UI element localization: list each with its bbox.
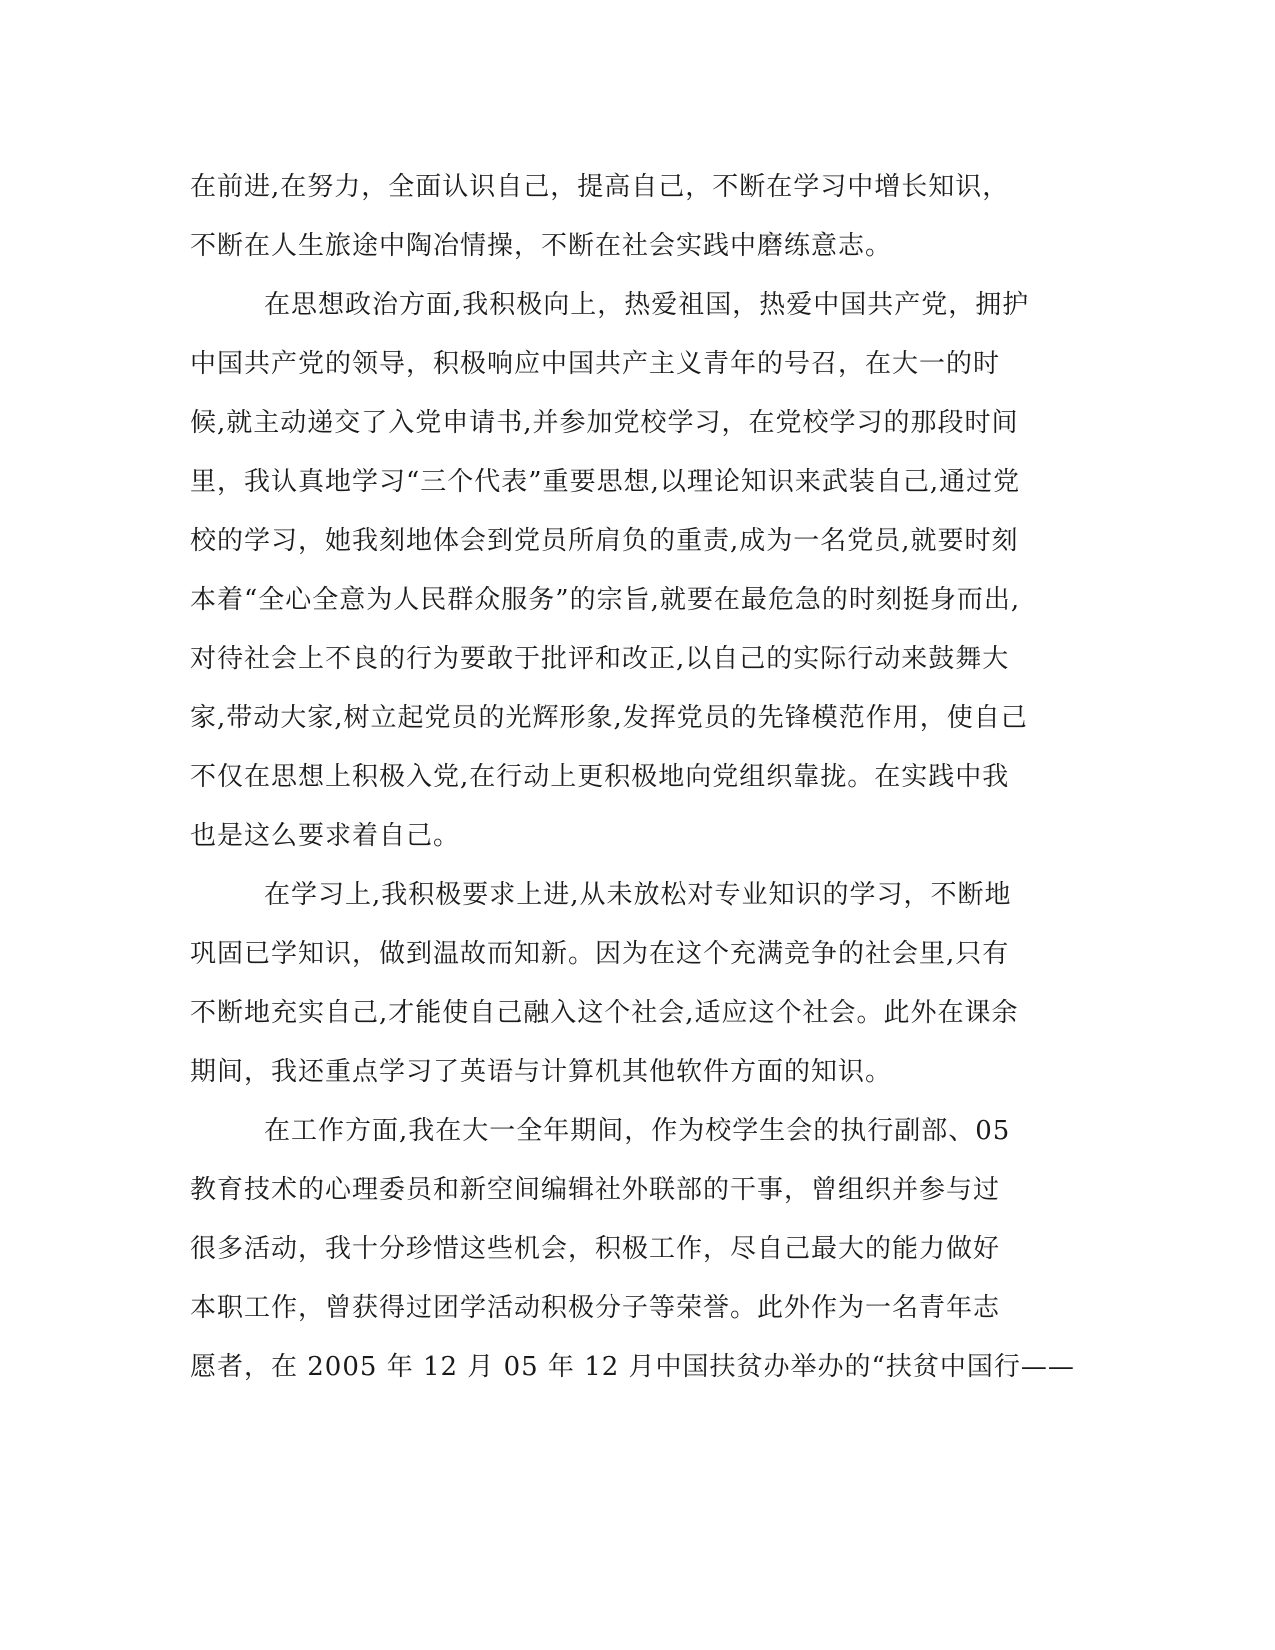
paragraph [190, 158, 1090, 276]
text-line: 中国共产党的领导，积极响应中国共产主义青年的号召，在大一的时 [190, 349, 1001, 379]
document-body [190, 158, 1090, 1397]
text-line: 教育技术的心理委员和新空间编辑社外联部的干事，曾组织并参与过 [190, 1175, 1001, 1205]
text-line: 期间，我还重点学习了英语与计算机其他软件方面的知识。 [190, 1057, 893, 1087]
text-line: 本职工作，曾获得过团学活动积极分子等荣誉。此外作为一名青年志 [190, 1293, 1001, 1323]
text-line: 家,带动大家,树立起党员的光辉形象,发挥党员的先锋模范作用，使自己 [190, 703, 1028, 733]
text-line: 在思想政治方面,我积极向上，热爱祖国，热爱中国共产党，拥护 [264, 290, 1030, 320]
text-line: 本着“全心全意为人民群众服务”的宗旨,就要在最危急的时刻挺身而出, [190, 585, 1021, 615]
paragraph [190, 1102, 1090, 1397]
paragraph [190, 866, 1090, 1102]
text-line: 愿者，在 2005 年 12 月 05 年 12 月中国扶贫办举办的“扶贫中国行—— [190, 1352, 1075, 1382]
text-line: 也是这么要求着自己。 [190, 821, 461, 851]
text-line: 在学习上,我积极要求上进,从未放松对专业知识的学习，不断地 [264, 880, 1012, 910]
text-line: 在工作方面,我在大一全年期间，作为校学生会的执行副部、05 [264, 1116, 1011, 1146]
text-line: 巩固已学知识，做到温故而知新。因为在这个充满竞争的社会里,只有 [190, 939, 1010, 969]
paragraph [190, 276, 1090, 866]
text-line: 里，我认真地学习“三个代表”重要思想,以理论知识来武装自己,通过党 [190, 467, 1021, 497]
text-line: 校的学习，她我刻地体会到党员所肩负的重责,成为一名党员,就要时刻 [190, 526, 1019, 556]
text-line: 对待社会上不良的行为要敢于批评和改正,以自己的实际行动来鼓舞大 [190, 644, 1010, 674]
text-line: 在前进,在努力，全面认识自己，提高自己，不断在学习中增长知识， [190, 172, 1010, 202]
text-line: 不断在人生旅途中陶冶情操，不断在社会实践中磨练意志。 [190, 231, 893, 261]
text-line: 不仅在思想上积极入党,在行动上更积极地向党组织靠拢。在实践中我 [190, 762, 1010, 792]
text-line: 不断地充实自己,才能使自己融入这个社会,适应这个社会。此外在课余 [190, 998, 1019, 1028]
text-line: 候,就主动递交了入党申请书,并参加党校学习，在党校学习的那段时间 [190, 408, 1019, 438]
text-line: 很多活动，我十分珍惜这些机会，积极工作，尽自己最大的能力做好 [190, 1234, 1001, 1264]
